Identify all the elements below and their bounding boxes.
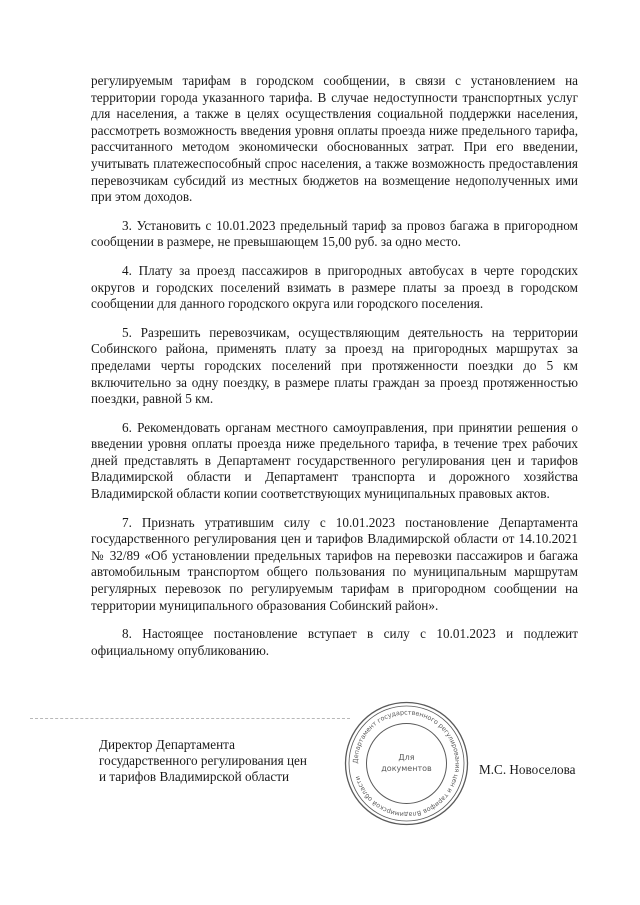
stamp-center-line-2: документов [381, 764, 432, 773]
paragraph-item-4: 4. Плату за проезд пассажиров в пригородных автобусах в черте городских округов и городских поселений взимать в размере платы за проезд в городском сообщении для данного городского округа или городского поселения. [91, 262, 578, 312]
stamp-ring-text: Департамент государственного регулирования цен и тарифов Владимирской области [351, 708, 462, 819]
paragraph-item-3: 3. Установить с 10.01.2023 предельный тариф за провоз багажа в пригородном сообщении в размере, не превышающем 15,00 руб. за одно место. [91, 217, 578, 250]
paragraph-item-8: 8. Настоящее постановление вступает в силу с 10.01.2023 и подлежит официальному опубликованию. [91, 626, 578, 658]
paragraph-item-6: 6. Рекомендовать органам местного самоуправления, при принятии решения о введении уровня оплаты проезда ниже предельного тарифа, в течение трех рабочих дней представлять в Департамент государственного регулирования цен и тарифов Владимирской области и Департамент транспорта и дорожного хозяйства Владимирской области копии соответствующих муниципальных правовых актов. [91, 419, 578, 502]
signer-name: М.С. Новоселова [479, 762, 576, 777]
paragraph-item-5: 5. Разрешить перевозчикам, осуществляющим деятельность на территории Собинского района, применять плату за проезд на пригородных маршрутах за пределами черты городских поселений при протяженности поездки до 5 км включительно за одну поездку, в размере платы граждан за проезд протяженностью поездки, равной 5 км. [91, 324, 578, 407]
signer-title-line-3: и тарифов Владимирской области [99, 769, 290, 784]
paragraph-item-7: 7. Признать утратившим силу с 10.01.2023 постановление Департамента государственного регулирования цен и тарифов Владимирской области от 14.10.2021 № 32/89 «Об установлении предельных тарифов на перевозки пассажиров и багажа автомобильным транспортом общего пользования по муниципальным маршрутам регулярных перевозок по регулируемым тарифам в пригородном сообщении на территории муниципального образования Собинский район». [91, 514, 578, 613]
scan-artifact-divider [30, 718, 350, 720]
paragraph-continuation: регулируемым тарифам в городском сообщении, в связи с установлением на территории города указанного тарифа. В случае недоступности транспортных услуг для населения, а также в целях осуществления социальной поддержки населения, рассмотреть возможность введения уровня оплаты проезда ниже предельного тарифа, рассчитанного методом экономически обоснованных затрат. При его введении, учитывать платежеспособный спрос населения, а также возможность предоставления перевозчикам субсидий из местных бюджетов на возмещение недополученных ими при этом доходов. [91, 73, 578, 205]
stamp-center-line-1: Для [398, 753, 415, 762]
signer-title-line-2: государственного регулирования цен [99, 753, 307, 768]
document-body [91, 73, 578, 671]
official-stamp [343, 700, 470, 827]
stamp-graphic [343, 700, 470, 827]
signer-title-line-1: Директор Департамента [99, 737, 235, 752]
signature-block [99, 737, 359, 785]
